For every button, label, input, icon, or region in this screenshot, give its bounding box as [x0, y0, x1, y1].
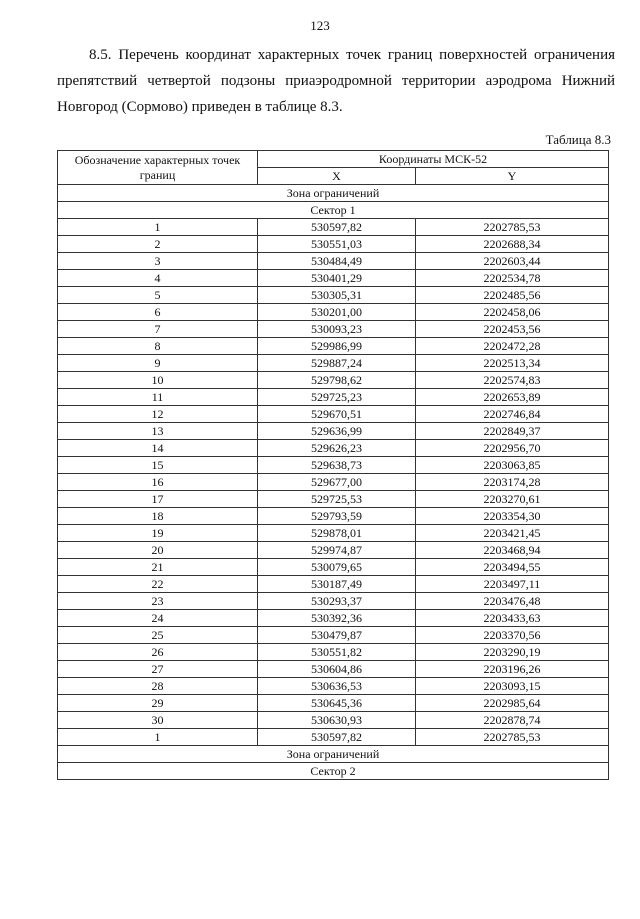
y-coordinate-cell: 2202453,56	[416, 321, 609, 338]
table-row	[58, 661, 609, 678]
y-coordinate-cell: 2203433,63	[416, 610, 609, 627]
x-coordinate-cell: 530479,87	[258, 627, 416, 644]
x-coordinate-cell: 529887,24	[258, 355, 416, 372]
x-coordinate-cell: 529638,73	[258, 457, 416, 474]
table-row	[58, 695, 609, 712]
y-coordinate-cell: 2202574,83	[416, 372, 609, 389]
y-coordinate-cell: 2202653,89	[416, 389, 609, 406]
x-coordinate-cell: 530551,82	[258, 644, 416, 661]
y-coordinate-cell: 2203497,11	[416, 576, 609, 593]
table-row	[58, 678, 609, 695]
y-coordinate-cell: 2202878,74	[416, 712, 609, 729]
table-row	[58, 287, 609, 304]
x-coordinate-cell: 530604,86	[258, 661, 416, 678]
header-designation: Обозначение характерных точек границ	[58, 151, 258, 185]
point-number-cell: 20	[58, 542, 258, 559]
table-row	[58, 610, 609, 627]
point-number-cell: 6	[58, 304, 258, 321]
table-row	[58, 406, 609, 423]
x-coordinate-cell: 530636,53	[258, 678, 416, 695]
y-coordinate-cell: 2202603,44	[416, 253, 609, 270]
header-y: Y	[416, 168, 609, 185]
point-number-cell: 24	[58, 610, 258, 627]
table-row	[58, 372, 609, 389]
point-number-cell: 11	[58, 389, 258, 406]
table-row	[58, 593, 609, 610]
x-coordinate-cell: 529677,00	[258, 474, 416, 491]
point-number-cell: 30	[58, 712, 258, 729]
table-row	[58, 474, 609, 491]
point-number-cell: 2	[58, 236, 258, 253]
point-number-cell: 4	[58, 270, 258, 287]
y-coordinate-cell: 2203421,45	[416, 525, 609, 542]
zone-label: Зона ограничений	[58, 185, 609, 202]
table-row	[58, 423, 609, 440]
y-coordinate-cell: 2202785,53	[416, 729, 609, 746]
x-coordinate-cell: 530484,49	[258, 253, 416, 270]
point-number-cell: 25	[58, 627, 258, 644]
point-number-cell: 13	[58, 423, 258, 440]
table-row	[58, 576, 609, 593]
x-coordinate-cell: 529725,53	[258, 491, 416, 508]
y-coordinate-cell: 2202472,28	[416, 338, 609, 355]
table-row	[58, 542, 609, 559]
table-row	[58, 270, 609, 287]
point-number-cell: 27	[58, 661, 258, 678]
header-x: X	[258, 168, 416, 185]
point-number-cell: 8	[58, 338, 258, 355]
y-coordinate-cell: 2203093,15	[416, 678, 609, 695]
table-row	[58, 253, 609, 270]
table-row	[58, 389, 609, 406]
table-row	[58, 559, 609, 576]
point-number-cell: 17	[58, 491, 258, 508]
x-coordinate-cell: 530645,36	[258, 695, 416, 712]
coordinates-table	[57, 150, 609, 780]
x-coordinate-cell: 529725,23	[258, 389, 416, 406]
y-coordinate-cell: 2202785,53	[416, 219, 609, 236]
header-coordinates: Координаты МСК-52	[258, 151, 609, 168]
y-coordinate-cell: 2203370,56	[416, 627, 609, 644]
x-coordinate-cell: 530630,93	[258, 712, 416, 729]
y-coordinate-cell: 2202746,84	[416, 406, 609, 423]
table-row	[58, 304, 609, 321]
table-row	[58, 729, 609, 746]
point-number-cell: 19	[58, 525, 258, 542]
point-number-cell: 18	[58, 508, 258, 525]
table-row	[58, 321, 609, 338]
x-coordinate-cell: 530093,23	[258, 321, 416, 338]
table-caption: Таблица 8.3	[545, 132, 611, 147]
table-row	[58, 712, 609, 729]
y-coordinate-cell: 2202688,34	[416, 236, 609, 253]
y-coordinate-cell: 2203063,85	[416, 457, 609, 474]
y-coordinate-cell: 2203174,28	[416, 474, 609, 491]
y-coordinate-cell: 2203468,94	[416, 542, 609, 559]
x-coordinate-cell: 529636,99	[258, 423, 416, 440]
table-row	[58, 355, 609, 372]
x-coordinate-cell: 529670,51	[258, 406, 416, 423]
y-coordinate-cell: 2203354,30	[416, 508, 609, 525]
y-coordinate-cell: 2203476,48	[416, 593, 609, 610]
point-number-cell: 12	[58, 406, 258, 423]
x-coordinate-cell: 529626,23	[258, 440, 416, 457]
y-coordinate-cell: 2203494,55	[416, 559, 609, 576]
point-number-cell: 9	[58, 355, 258, 372]
table-row	[58, 338, 609, 355]
page-number: 123	[310, 18, 330, 33]
point-number-cell: 1	[58, 729, 258, 746]
table-row	[58, 508, 609, 525]
y-coordinate-cell: 2202534,78	[416, 270, 609, 287]
table-row	[58, 491, 609, 508]
point-number-cell: 23	[58, 593, 258, 610]
table-row	[58, 219, 609, 236]
x-coordinate-cell: 530293,37	[258, 593, 416, 610]
point-number-cell: 29	[58, 695, 258, 712]
y-coordinate-cell: 2202485,56	[416, 287, 609, 304]
point-number-cell: 10	[58, 372, 258, 389]
point-number-cell: 21	[58, 559, 258, 576]
sector-label: Сектор 2	[58, 763, 609, 780]
y-coordinate-cell: 2203290,19	[416, 644, 609, 661]
y-coordinate-cell: 2203270,61	[416, 491, 609, 508]
intro-paragraph: 8.5. Перечень координат характерных точек границ поверхностей ограничения препятствий четвертой подзоны приаэродромной территории аэродрома Нижний Новгород (Сормово) приведен в таблице 8.3.	[57, 47, 615, 115]
y-coordinate-cell: 2202458,06	[416, 304, 609, 321]
y-coordinate-cell: 2202956,70	[416, 440, 609, 457]
x-coordinate-cell: 530597,82	[258, 219, 416, 236]
point-number-cell: 1	[58, 219, 258, 236]
x-coordinate-cell: 529798,62	[258, 372, 416, 389]
table-row	[58, 457, 609, 474]
table-row	[58, 440, 609, 457]
x-coordinate-cell: 530597,82	[258, 729, 416, 746]
table-row	[58, 236, 609, 253]
x-coordinate-cell: 529986,99	[258, 338, 416, 355]
y-coordinate-cell: 2202985,64	[416, 695, 609, 712]
y-coordinate-cell: 2202513,34	[416, 355, 609, 372]
x-coordinate-cell: 529793,59	[258, 508, 416, 525]
y-coordinate-cell: 2202849,37	[416, 423, 609, 440]
zone-label: Зона ограничений	[58, 746, 609, 763]
x-coordinate-cell: 530551,03	[258, 236, 416, 253]
point-number-cell: 7	[58, 321, 258, 338]
x-coordinate-cell: 530201,00	[258, 304, 416, 321]
x-coordinate-cell: 530401,29	[258, 270, 416, 287]
point-number-cell: 15	[58, 457, 258, 474]
point-number-cell: 14	[58, 440, 258, 457]
point-number-cell: 3	[58, 253, 258, 270]
x-coordinate-cell: 530187,49	[258, 576, 416, 593]
table-row	[58, 627, 609, 644]
point-number-cell: 5	[58, 287, 258, 304]
x-coordinate-cell: 529974,87	[258, 542, 416, 559]
x-coordinate-cell: 529878,01	[258, 525, 416, 542]
x-coordinate-cell: 530079,65	[258, 559, 416, 576]
point-number-cell: 16	[58, 474, 258, 491]
table-row	[58, 644, 609, 661]
x-coordinate-cell: 530305,31	[258, 287, 416, 304]
y-coordinate-cell: 2203196,26	[416, 661, 609, 678]
sector-label: Сектор 1	[58, 202, 609, 219]
x-coordinate-cell: 530392,36	[258, 610, 416, 627]
point-number-cell: 22	[58, 576, 258, 593]
point-number-cell: 26	[58, 644, 258, 661]
point-number-cell: 28	[58, 678, 258, 695]
table-row	[58, 525, 609, 542]
